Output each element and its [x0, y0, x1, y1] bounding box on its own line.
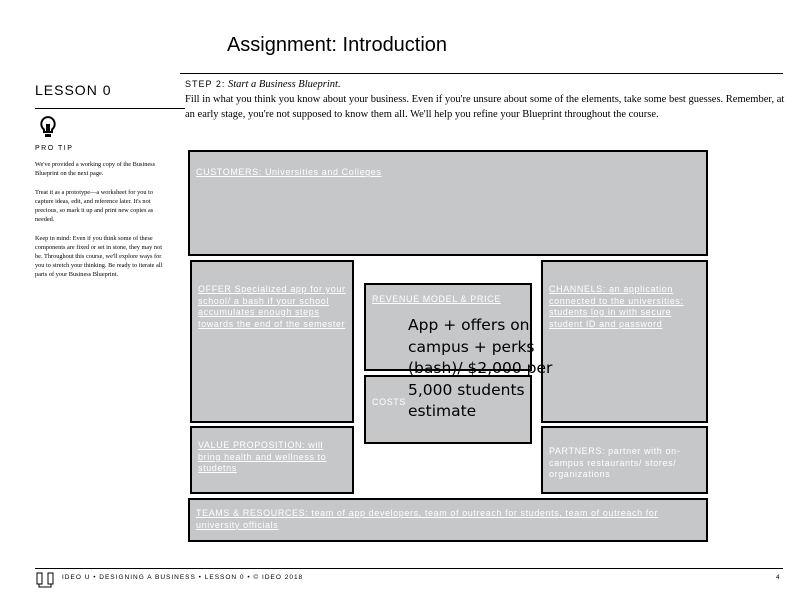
page-number: 4: [776, 574, 781, 581]
footer-text: IDEO U • DESIGNING A BUSINESS • LESSON 0 • © IDEO 2018: [62, 574, 304, 581]
tip: Treat it as a prototype—a worksheet for you to capture ideas, edit, and reference later. It's not precious, so mark it up and print new copies as needed.: [35, 189, 154, 223]
partners-box[interactable]: [541, 426, 708, 494]
revenue-note[interactable]: App + offers on campus + perks (bash)/ $2,000 per 5,000 students estimate: [408, 316, 553, 420]
step-title: Start a Business Blueprint.: [227, 79, 341, 90]
ideo-u-logo-icon: [36, 572, 56, 588]
step-label: STEP 2:: [185, 79, 226, 89]
teams-resources-box[interactable]: [188, 498, 708, 542]
partners-text: PARTNERS: partner with on-campus restaurants/ stores/ organizations: [549, 446, 681, 479]
customers-box[interactable]: [188, 150, 708, 256]
tip: Keep in mind: Even if you think some of these components are fixed or set in stone, they may not be. Throughout this course, we'll explore ways for you to stretch your thinking. Be ready to iterate all parts of your Business Blueprint.: [35, 235, 163, 278]
protip-text: [35, 160, 165, 289]
step-instructions: [185, 77, 785, 122]
costs-text: COSTS: [372, 397, 407, 407]
offer-text: OFFER Specialized app for your school/ a bash if your school accumulates enough steps towards the end of the semester: [198, 284, 346, 329]
lightbulb-icon: [38, 115, 58, 139]
page-title: Assignment: Introduction: [226, 34, 448, 56]
lesson-label: LESSON 0: [35, 82, 112, 98]
value-proposition-box[interactable]: [190, 426, 354, 494]
tip: We've provided a working copy of the Business Blueprint on the next page.: [35, 161, 156, 177]
channels-box[interactable]: [541, 260, 708, 423]
offer-box[interactable]: [190, 260, 354, 423]
revenue-text: REVENUE MODEL & PRICE: [372, 294, 501, 304]
header-rule: [180, 73, 783, 74]
customers-text: CUSTOMERS: Universities and Colleges: [196, 167, 382, 177]
channels-text: CHANNELS: an application connected to the universities: students log in with secure student ID and password: [549, 284, 684, 329]
step-body: Fill in what you think you know about your business. Even if you're unsure about some of the elements, take some best guesses. Remember, at an early stage, you're not supposed to know them all. We'll help you refine your Blueprint throughout the course.: [185, 94, 785, 120]
protip-label: PRO TIP: [35, 145, 74, 152]
footer-rule: [35, 568, 783, 569]
value-text: VALUE PROPOSITION: will bring health and wellness to studetns: [198, 440, 327, 473]
lesson-rule: [35, 108, 185, 109]
teams-text: TEAMS & RESOURCES: team of app developers, team of outreach for students, team of outreach for university officials: [196, 508, 659, 530]
